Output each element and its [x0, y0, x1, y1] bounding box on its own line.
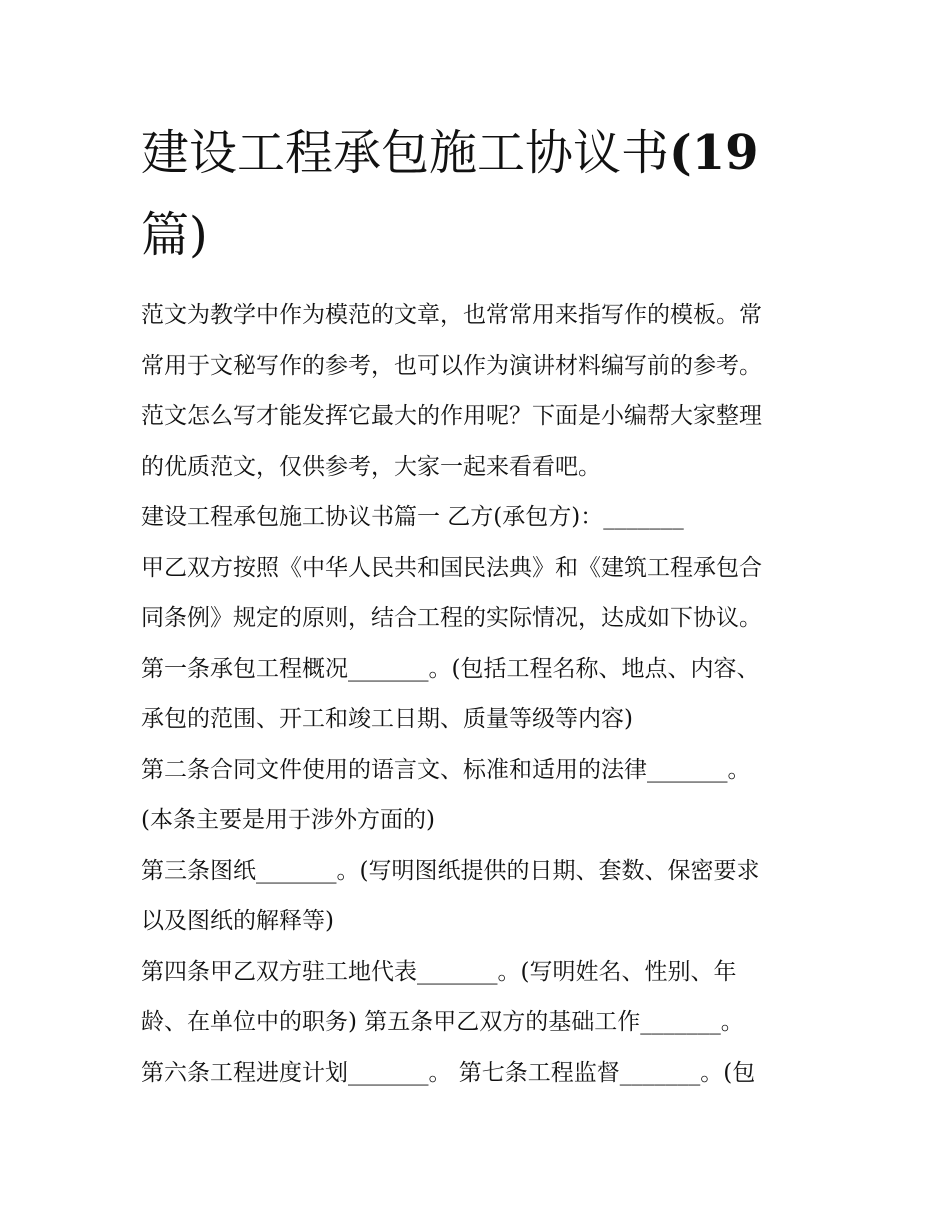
body-line: 同条例》规定的原则，结合工程的实际情况，达成如下协议。	[141, 605, 762, 631]
body-line: 范文怎么写才能发挥它最大的作用呢？下面是小编帮大家整理	[141, 403, 762, 429]
document-title	[141, 112, 781, 276]
body-line: 建设工程承包施工协议书篇一 乙方(承包方)：_______	[141, 504, 684, 530]
document-page	[141, 112, 813, 1098]
body-line: 第六条工程进度计划_______。 第七条工程监督_______。(包	[141, 1059, 756, 1086]
title-suffix: (19	[669, 125, 759, 181]
body-line: 常用于文秘写作的参考，也可以作为演讲材料编写前的参考。	[141, 352, 762, 379]
body-line: 龄、在单位中的职务) 第五条甲乙双方的基础工作_______。	[141, 1009, 744, 1035]
body-line: 以及图纸的解释等)	[141, 908, 334, 934]
body-line: (本条主要是用于涉外方面的)	[141, 807, 435, 833]
document-body	[141, 290, 813, 1098]
body-line: 承包的范围、开工和竣工日期、质量等级等内容)	[141, 706, 633, 732]
body-line: 第四条甲乙双方驻工地代表_______。(写明姓名、性别、年	[141, 958, 737, 985]
title-main: 建设工程承包施工协议书	[141, 125, 670, 181]
body-line: 甲乙双方按照《中华人民共和国民法典》和《建筑工程承包合	[141, 554, 762, 581]
title-line-2: 篇)	[141, 207, 208, 263]
body-line: 第二条合同文件使用的语言文、标准和适用的法律_______。	[141, 756, 751, 783]
body-line: 的优质范文，仅供参考，大家一起来看看吧。	[141, 453, 601, 480]
body-line: 第一条承包工程概况_______。(包括工程名称、地点、内容、	[141, 655, 760, 682]
body-line: 第三条图纸_______。(写明图纸提供的日期、套数、保密要求	[141, 857, 760, 884]
body-line: 范文为教学中作为模范的文章，也常常用来指写作的模板。常	[141, 302, 762, 328]
